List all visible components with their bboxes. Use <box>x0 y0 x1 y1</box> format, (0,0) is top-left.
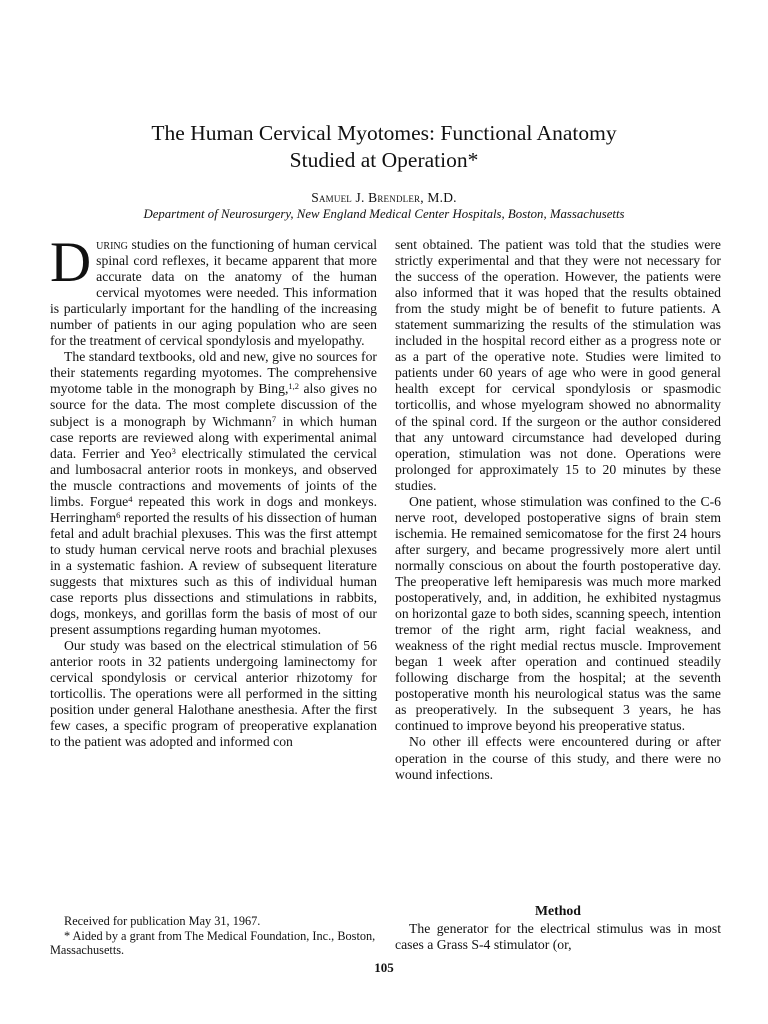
intro-smallcaps: uring <box>96 237 128 252</box>
method-paragraph: The generator for the electrical stimulus was in most cases a Grass S-4 stimulator (or, <box>395 921 721 952</box>
literature-text-f: reported the results of his dissection of human fetal and adult brachial plexuses. This was the first attempt to study human cervical nerve roots and brachial plexuses in a systematic fashion. A review of subsequent literature suggests that mixtures such as this of individual human case reports plus dissections and stimulations in rabbits, dogs, monkeys, and gorillas form the basis of most of our present assumptions regarding human myotomes. <box>50 509 377 638</box>
author-degree: , M.D. <box>420 190 457 205</box>
footnote-received: Received for publication May 31, 1967. <box>64 914 261 928</box>
author-affiliation: Department of Neurosurgery, New England Medical Center Hospitals, Boston, Massachusetts <box>143 207 625 221</box>
literature-text-b: also gives no source for the data. The most complete discussion of the subject is a monograph by Wichmann <box>50 381 377 429</box>
literature-text-c: in which human case reports are reviewed along with experimental animal data. Ferrier and Yeo <box>50 413 377 461</box>
citation-ref: 7 <box>271 413 277 424</box>
citation-ref: 4 <box>128 493 133 504</box>
literature-text-d: electrically stimulated the cervical and lumbosacral anterior roots in monkeys, and observed the muscle contractions and movements of joints of the limbs. Forgue <box>50 445 377 509</box>
intro-text: studies on the functioning of human cervical spinal cord reflexes, it became apparent that more accurate data on the anatomy of the human cervical myotomes were needed. This information is particularly important for the handling of the increasing number of patients in our aging population who are seen for the treatment of cervical spondylosis and myelopathy. <box>50 237 377 349</box>
literature-text-e: repeated this work in dogs and monkeys. Herringham <box>50 493 377 525</box>
method-section <box>395 921 721 953</box>
article-title-line-2: Studied at Operation* <box>289 148 479 172</box>
complication-paragraph: One patient, whose stimulation was confined to the C-6 nerve root, developed postoperative signs of brain stem ischemia. He remained semicomatose for the first 24 hours after surgery, and became progressively more alert until normally conscious on about the fourth postoperative day. The preoperative left hemiparesis was much more marked postoperatively, and, in addition, he exhibited nystagmus on horizontal gaze to both sides, scanning speech, intention tremor of the right arm, right facial weakness, and weakness of the right medial rectus muscle. Improvement began 1 week after operation and continued steadily following discharge from the hospital; at the seventh postoperative month his neurological status was the same as preoperatively. In the subsequent 3 years, he has continued to improve beyond his preoperative status. <box>395 493 721 734</box>
citation-ref: 1,2 <box>288 381 300 392</box>
article-title-line-1: The Human Cervical Myotomes: Functional Anatomy <box>151 121 617 145</box>
page-number: 105 <box>374 960 394 975</box>
literature-paragraph <box>50 349 377 638</box>
article-title <box>40 120 728 174</box>
no-ill-effects-paragraph: No other ill effects were encountered during or after operation in the course of this study, and there were no wound infections. <box>395 734 721 782</box>
consent-paragraph: sent obtained. The patient was told that the studies were strictly experimental and that they were not necessary for the success of the operation. However, the patients were also informed that it was hoped that the results obtained from the study might be of benefit to future patients. A statement summarizing the results of the stimulation was included in the hospital record either as a progress note or as a part of the operative note. Studies were limited to patients under 60 years of age who were in good general health except for cervical spondylosis or spasmodic torticollis, and whose myelogram showed no abnormality of the spinal cord. If the surgeon or the author considered that any untoward circumstance had developed during operation, stimulation was not done. Operations were prolonged for approximately 15 to 20 minutes by these studies. <box>395 237 721 493</box>
study-paragraph: Our study was based on the electrical stimulation of 56 anterior roots in 32 patients undergoing laminectomy for cervical spondylosis or cervical anterior rhizotomy for torticollis. The operations were all performed in the sitting position under general Halothane anesthesia. After the first few cases, a specific program of preoperative explanation to the patient was adopted and informed con <box>50 638 377 750</box>
method-heading: Method <box>535 903 581 918</box>
drop-cap: D <box>50 231 92 294</box>
footnote-grant: * Aided by a grant from The Medical Foundation, Inc., Boston, Massachusetts. <box>50 928 376 957</box>
citation-ref: 3 <box>171 445 176 456</box>
literature-text-a: The standard textbooks, old and new, give no sources for their statements regarding myotomes. The comprehensive myotome table in the monograph by Bing, <box>50 349 377 397</box>
right-column <box>395 237 721 783</box>
citation-ref: 6 <box>116 509 121 520</box>
intro-paragraph <box>50 231 377 349</box>
author-line <box>0 190 768 206</box>
left-column <box>50 231 377 751</box>
author-name: Samuel J. Brendler <box>311 190 421 205</box>
footnotes <box>50 914 377 958</box>
